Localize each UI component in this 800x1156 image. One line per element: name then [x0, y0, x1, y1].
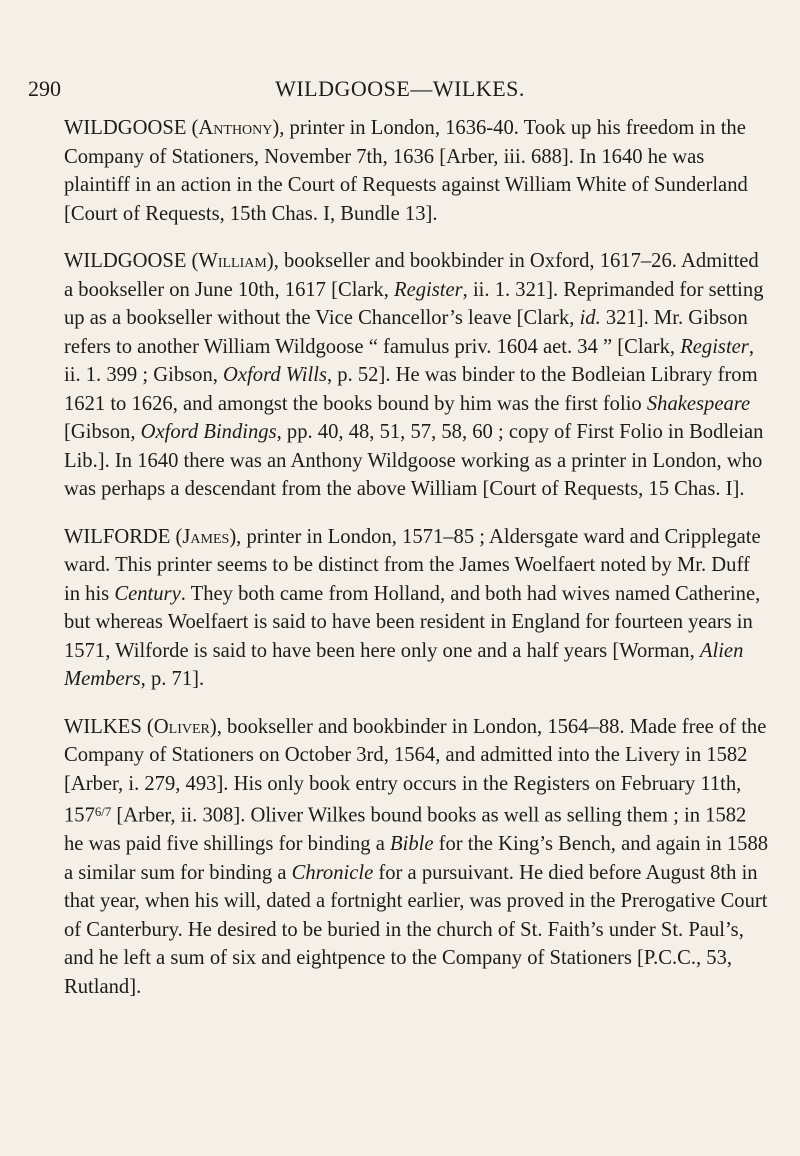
entry-text: [Gibson, [64, 421, 141, 443]
italic-reference: Shakespeare [646, 392, 751, 415]
entry-text: ), printer in London, 1571–85 ; Aldersgate ward and Cripplegate ward. This printer seems to be distinct from the James Woelfaert noted by Mr. Duff in his [64, 525, 761, 605]
italic-reference: Alien Members [64, 639, 744, 690]
entry-text: ), bookseller and bookbinder in Oxford, 1617–26. Admitted a bookseller on June 10th, 1617 [Clark, [64, 250, 759, 301]
entry-text: . They both came from Holland, and both had wives named Catherine, but whereas Woelfaert is said to have been resident in England for fourteen years in 1571, Wilforde is said to have been here only one and a half years [Worman, [64, 582, 761, 662]
fraction: 6/7 [94, 805, 112, 819]
entry-text: WILFORDE ( [64, 525, 183, 548]
italic-reference: Oxford Wills [223, 364, 327, 386]
running-head: WILDGOOSE—WILKES. [275, 76, 525, 101]
entry-text: , p. 52]. He was binder to the Bodleian Library from 1621 to 1626, and amongst the books bound by him was the first folio [64, 364, 758, 415]
page-number: 290 [28, 76, 61, 101]
entry-text: , ii. 1. 399 ; Gibson, [64, 335, 754, 386]
entry-wilforde-james [64, 523, 770, 694]
entry-forename: William [198, 250, 267, 272]
entry-text: ), printer in London, 1636-40. Took up his freedom in the Company of Stationers, November 7th, 1636 [Arber, iii. 688]. In 1640 he was plaintiff in an action in the Court of Requests against William White of Sunderland [Court of Requests, 15th Chas. I, Bundle 13]. [64, 117, 748, 225]
entry-wildgoose-william [64, 247, 770, 504]
entry-text: for the King’s Bench, and again in 1588 a similar sum for binding a [64, 833, 769, 884]
italic-reference: id. [579, 307, 601, 329]
entry-text: for a pursuivant. He died before August 8th in that year, when his will, dated a fortnight earlier, was proved in the Prerogative Court of Canterbury. He desired to be buried in the church of St. Faith’s under St. Paul’s, and he left a sum of six and eightpence to the Company of Stationers [P.C.C., 53, Rutland]. [64, 861, 768, 998]
entry-text: , pp. 40, 48, 51, 57, 58, 60 ; copy of First Folio in Bodleian Lib.]. In 1640 there was an Anthony Wildgoose working as a printer in London, who was perhaps a descendant from the above William [Court of Requests, 15 Chas. I]. [64, 421, 764, 500]
entry-text: , p. 71]. [140, 668, 205, 690]
italic-reference: Register [394, 278, 463, 301]
entry-forename: James [182, 525, 230, 548]
entry-text: WILKES ( [64, 715, 154, 738]
dictionary-entries [64, 114, 770, 1020]
entry-text: , ii. 1. 321]. Reprimanded for setting up as a bookseller without the Vice Chancellor’s leave [Clark, [64, 278, 764, 329]
entry-forename: Anthony [198, 117, 273, 139]
entry-wilkes-oliver [64, 713, 770, 1002]
entry-text: ), bookseller and bookbinder in London, 1564–88. Made free of the Company of Stationers on October 3rd, 1564, and admitted into the Livery in 1582 [Arber, i. 279, 493]. His only book entry occurs in the Registers on February 11th, 157 [64, 715, 767, 827]
entry-wildgoose-anthony [64, 114, 770, 228]
entry-text: WILDGOOSE ( [64, 117, 199, 139]
entry-text: WILDGOOSE ( [64, 250, 199, 272]
italic-reference: Chronicle [291, 861, 374, 884]
italic-reference: Register [680, 335, 749, 358]
entry-text: [Arber, ii. 308]. Oliver Wilkes bound books as well as selling them ; in 1582 he was paid five shillings for binding a [64, 804, 747, 856]
italic-reference: Bible [390, 833, 434, 856]
italic-reference: Oxford Bindings [140, 421, 277, 443]
entry-forename: Oliver [153, 715, 210, 738]
entry-text: 321]. Mr. Gibson refers to another William Wildgoose “ famulus priv. 1604 aet. 34 ” [Clark, [64, 307, 748, 358]
italic-reference: Century [114, 582, 181, 605]
page-header [0, 76, 800, 106]
